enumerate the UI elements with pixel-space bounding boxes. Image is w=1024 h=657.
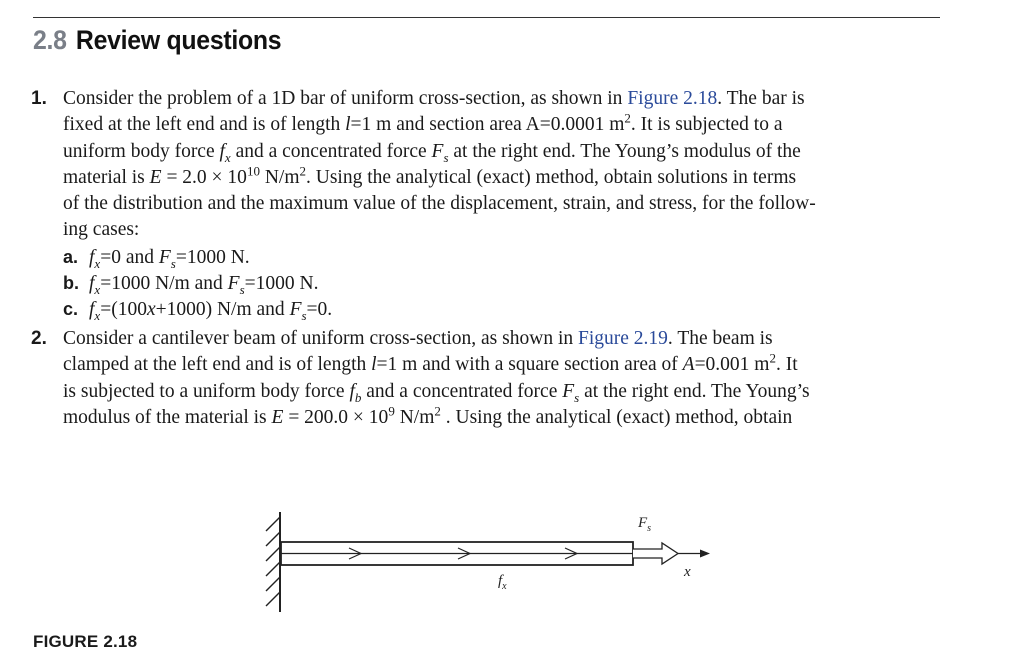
q1-line-3: uniform body force $f_x$ and a concentrated force $F_s$ at the right end. The Young’s modulus of the (63, 140, 801, 165)
figure-caption: FIGURE 2.18 (33, 632, 138, 651)
q2-text: clamped at the left end and is of length (63, 354, 372, 376)
q1-text: . Using the analytical (exact) method, obtain solutions in terms (305, 166, 797, 188)
q2-text: Consider a cantilever beam of uniform cross-section, as shown in (63, 328, 578, 349)
case-text: =0 and (100, 246, 159, 268)
q2-text: and a concentrated force (361, 380, 563, 402)
axis-label: x (684, 564, 691, 580)
q1-text: fixed at the left end and is of length (63, 114, 346, 136)
q1-case-a: a. $f_x=0$ and $F_s=1000$ N. (63, 244, 933, 270)
figure-2-19-link[interactable]: Figure 2.19 (578, 328, 668, 349)
q2-text: modulus of the material is (63, 406, 272, 428)
q2-text: . It (775, 354, 798, 376)
q2-line-2: clamped at the left end and is of length l=1 m and with a square section area of A=0.001 $m^2$. It (63, 350, 798, 376)
case-text: +1000) N/m and (155, 299, 290, 321)
q1-text: . It is subjected to a (630, 114, 783, 136)
q1-text: . The bar is (717, 88, 805, 109)
case-text: =1000 N. (244, 273, 319, 295)
q2-line-4: modulus of the material is $E = 200.0 \times 10^9$ $N/m^2$ . Using the analytical (exact) method, obtain (63, 403, 793, 428)
q1-text: = 2.0 × 10 (161, 166, 247, 188)
q1-case-c: c. $f_x=(100x+1000)$ N/m and $F_s=0$. (63, 296, 933, 322)
q1-text: material is (63, 166, 150, 188)
case-b-label: b. (63, 273, 79, 294)
case-text: =1000 N. (175, 246, 250, 268)
x-axis-arrowhead (700, 550, 710, 558)
q1-line-4: material is $E = 2.0 \times 10^{10}$ $N/m^2$. Using the analytical (exact) method, obtain solutions in terms (63, 163, 797, 188)
body-force-label: $f_x$ (498, 573, 507, 592)
q2-text: =0.001 m (694, 354, 770, 376)
q1-text: at the right end. The Young’s modulus of the (448, 140, 801, 162)
force-label: $F_s$ (638, 515, 652, 534)
concentrated-force-arrow (633, 543, 678, 564)
question-2-number: 2. (31, 328, 47, 349)
q2-text: =1 m and with a square section area of (376, 354, 683, 376)
q2-text: at the right end. The Young’s (579, 380, 810, 402)
q1-case-b: b. $f_x=1000$ N/m and $F_s=1000$ N. (63, 270, 933, 296)
q1-text: =1 m and section area A=0.0001 m (350, 114, 625, 136)
case-c-label: c. (63, 299, 79, 320)
figure-2-18-link[interactable]: Figure 2.18 (627, 88, 718, 109)
section-number: 2.8 (33, 25, 67, 55)
q1-text: uniform body force (63, 140, 220, 162)
q1-text: N/m (259, 166, 300, 188)
wall-hatching (266, 517, 280, 606)
case-text: =0. (306, 299, 333, 321)
q1-text: and a concentrated force (230, 140, 432, 162)
q2-line-3: is subjected to a uniform body force $f_b$ and a concentrated force $F_s$ at the right end. The Young’s (63, 380, 810, 405)
q1-line-2: fixed at the left end and is of length l=1 m and section area A=0.0001 $m^2$. It is subjected to a (63, 110, 783, 136)
q1-line-5: of the distribution and the maximum value of the displacement, strain, and stress, for the follow- (63, 193, 816, 215)
q2-text: . Using the analytical (exact) method, obtain (440, 406, 793, 428)
section-title: Review questions (75, 25, 282, 55)
q2-text: N/m (394, 406, 435, 428)
case-text: =1000 N/m and (100, 273, 228, 295)
q2-text: = 200.0 × 10 (283, 406, 389, 428)
question-1-number: 1. (31, 88, 47, 109)
case-text: =(100 (100, 299, 147, 321)
q1-text: Consider the problem of a 1D bar of uniform cross-section, as shown in (63, 88, 628, 109)
q2-text: is subjected to a uniform body force (63, 380, 350, 402)
q1-line-6: ing cases: (63, 219, 140, 241)
q2-text: . The beam is (667, 328, 773, 349)
case-a-label: a. (63, 246, 79, 267)
